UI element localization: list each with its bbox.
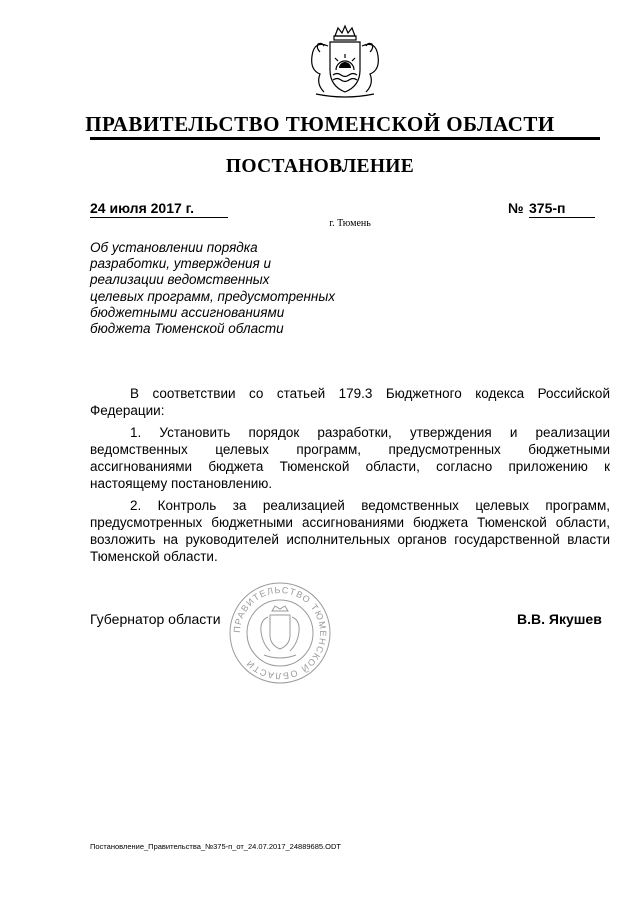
coat-of-arms-icon — [302, 22, 388, 102]
header-rule — [90, 137, 600, 140]
document-number-label: № — [508, 200, 524, 216]
subject-line: Об установлении порядка — [90, 240, 258, 255]
subject-line: бюджета Тюменской области — [90, 321, 284, 337]
body-paragraph: 1. Установить порядок разработки, утверждения и реализации ведомственных целевых программ, предусмотренных бюджетными ассигнованиями бюджета Тюменской области, согласно приложению к настоящему постановлению. — [90, 425, 610, 491]
official-seal-icon — [228, 581, 332, 685]
subject-line: реализации ведомственных — [90, 272, 270, 288]
body-paragraph: 2. Контроль за реализацией ведомственных целевых программ, предусмотренных бюджетными ассигнованиями бюджета Тюменской области, возложить на руководителей исполнительных органов государственной власти Тюменской области. — [90, 498, 610, 564]
subject-line: бюджетными ассигнованиями — [90, 304, 285, 320]
document-number: 375-п — [529, 200, 595, 218]
government-title: ПРАВИТЕЛЬСТВО ТЮМЕНСКОЙ ОБЛАСТИ — [85, 112, 555, 136]
seal-text: ПРАВИТЕЛЬСТВО ТЮМЕНСКОЙ ОБЛАСТИ — [231, 584, 329, 682]
document-date: 24 июля 2017 г. — [90, 200, 228, 218]
subject-line: целевых программ, предусмотренных — [90, 288, 336, 304]
document-subject — [90, 240, 370, 337]
svg-text:ПРАВИТЕЛЬСТВО ТЮМЕНСКОЙ ОБЛАСТ — [232, 585, 328, 681]
signer-title: Губернатор области — [90, 611, 221, 627]
signer-name: В.В. Якушев — [517, 611, 602, 627]
document-body — [90, 385, 610, 570]
document-type: ПОСТАНОВЛЕНИЕ — [225, 156, 415, 177]
body-paragraph: В соответствии со статьей 179.3 Бюджетного кодекса Российской Федерации: — [90, 386, 610, 418]
subject-line: разработки, утверждения и — [90, 256, 272, 272]
document-city: г. Тюмень — [329, 218, 371, 229]
file-footer: Постановление_Правительства_№375-п_от_24.07.2017_24889685.ODT — [90, 842, 341, 851]
